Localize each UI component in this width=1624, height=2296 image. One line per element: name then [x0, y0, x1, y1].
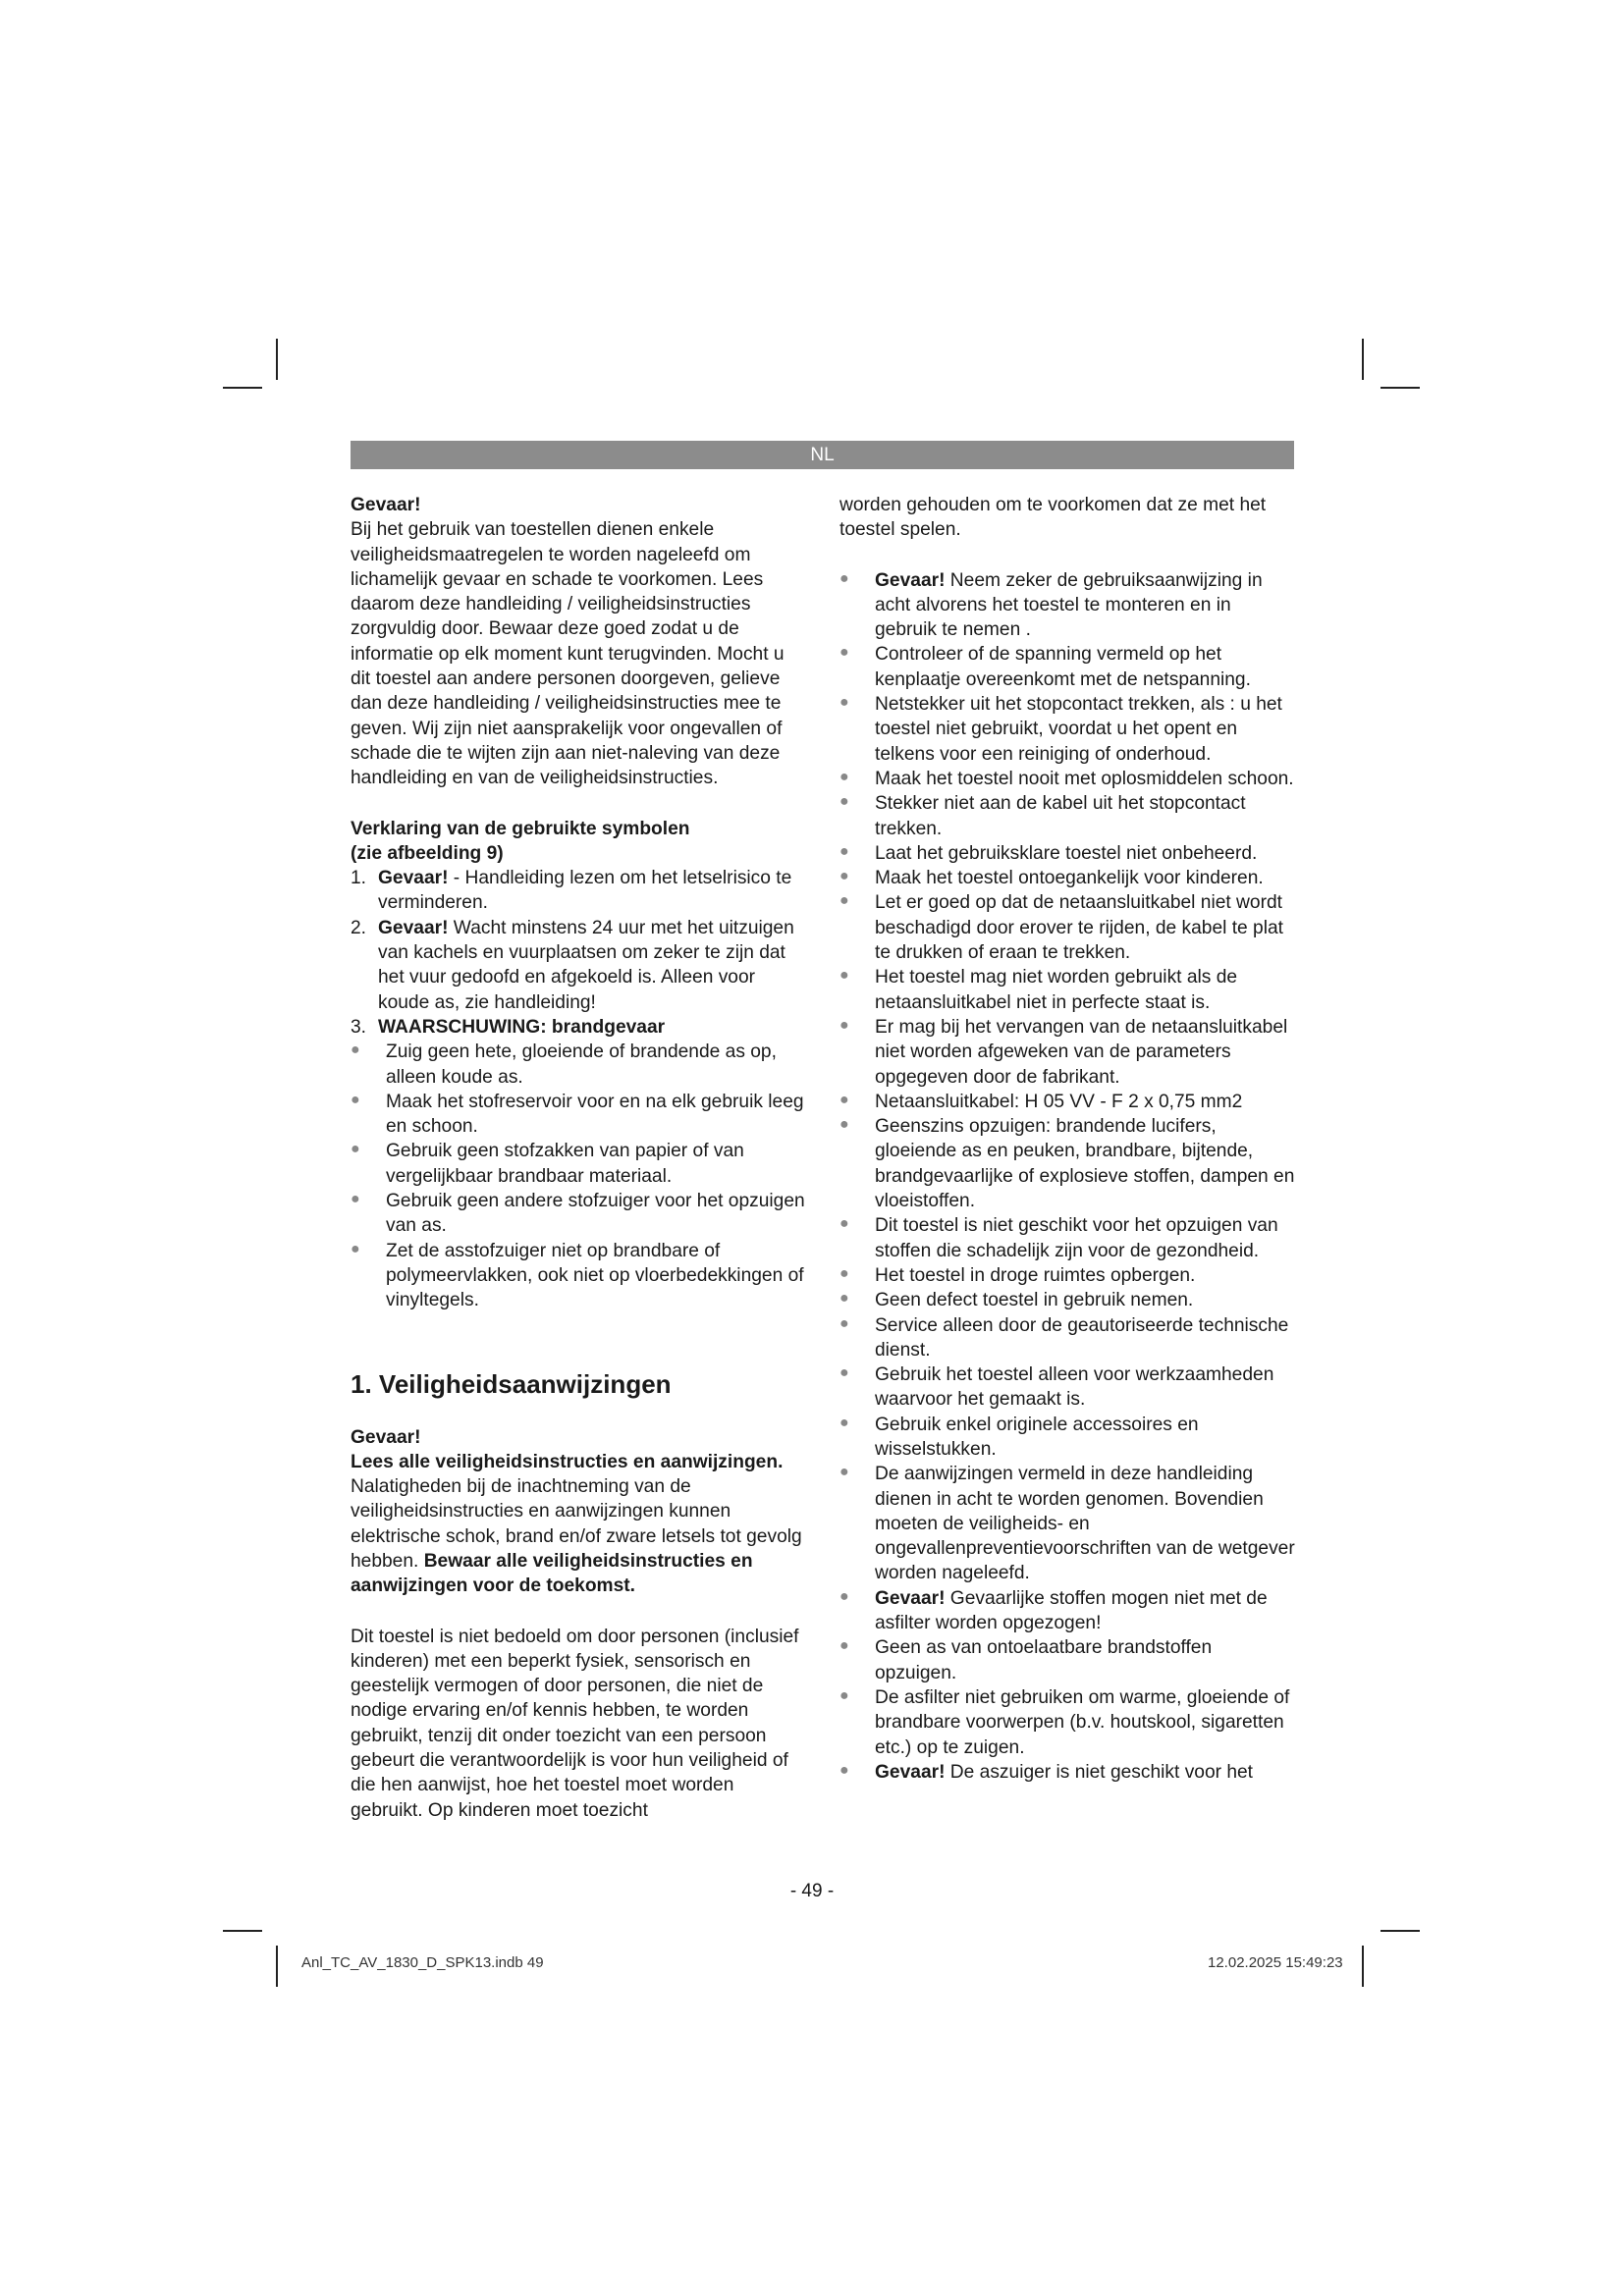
warning-text: Gebruik geen andere stofzuiger voor het opzuigen van as. [386, 1191, 805, 1237]
symbol-text [378, 1015, 807, 1040]
symbol-bold: WAARSCHUWING: brandgevaar [378, 1016, 666, 1038]
warning-item [351, 1090, 807, 1140]
symbol-desc: - Handleiding lezen om het letselrisico te verminderen. [378, 868, 792, 914]
safety-bullet-text [875, 1263, 1296, 1288]
safety-bullet-desc: Stekker niet aan de kabel uit het stopcontact trekken. [875, 793, 1246, 839]
safety-bullet-text [875, 1462, 1296, 1585]
bullet-dot-icon: ● [839, 694, 849, 712]
bullet-dot-icon: ● [839, 1116, 849, 1134]
safety-bullet-desc: Geen defect toestel in gebruik nemen. [875, 1290, 1194, 1311]
safety-bullet-text [875, 642, 1296, 692]
section-p1-bold2: Bewaar alle veiligheidsinstructies en aanwijzingen voor de toekomst. [351, 1550, 753, 1597]
symbol-item [351, 1015, 807, 1040]
safety-bullet-text [875, 1760, 1296, 1785]
safety-bullet-desc: Maak het toestel ontoegankelijk voor kinderen. [875, 868, 1264, 889]
safety-bullet-desc: Geen as van ontoelaatbare brandstoffen opzuigen. [875, 1637, 1213, 1683]
warning-text: Maak het stofreservoir voor en na elk gebruik leeg en schoon. [386, 1091, 804, 1138]
symbol-item [351, 866, 807, 916]
safety-bullet-text [875, 1090, 1296, 1114]
bullet-dot-icon: ● [351, 1141, 360, 1158]
safety-bullet-text [875, 1635, 1296, 1685]
file-slug: Anl_TC_AV_1830_D_SPK13.indb 49 [301, 1954, 544, 1971]
safety-bullet-item [839, 1635, 1296, 1685]
safety-bullet-text [875, 1313, 1296, 1363]
symbol-number: 1. [351, 868, 367, 889]
bullet-dot-icon: ● [839, 768, 849, 785]
bullet-dot-icon: ● [351, 1191, 360, 1208]
warning-item [351, 1040, 807, 1090]
safety-bullet-desc: Gevaarlijke stoffen mogen niet met de asfilter worden opgezogen! [875, 1587, 1268, 1634]
safety-bullet-desc: Service alleen door de geautoriseerde technische dienst. [875, 1314, 1289, 1361]
symbol-bold: Gevaar! [378, 868, 449, 889]
safety-bullet-item [839, 1213, 1296, 1263]
safety-bullet-desc: Let er goed op dat de netaansluitkabel niet wordt beschadigd door erover te rijden, de kabel te plat te drukken of eraan te trekken. [875, 892, 1283, 964]
symbols-list [351, 866, 807, 1040]
intro-title: Gevaar! [351, 495, 421, 515]
bullet-dot-icon: ● [351, 1240, 360, 1257]
safety-bullet-item [839, 1362, 1296, 1413]
safety-bullet-text [875, 1288, 1296, 1312]
bullet-dot-icon: ● [839, 1264, 849, 1282]
safety-bullet-desc: Het toestel in droge ruimtes opbergen. [875, 1264, 1196, 1286]
symbol-desc: Wacht minstens 24 uur met het uitzuigen van kachels en vuurplaatsen om zeker te zijn dat het vuur gedoofd en afgekoeld is. Alleen voor koude as, zie handleiding! [378, 917, 794, 1013]
safety-bullet-text [875, 890, 1296, 965]
section-paragraph-2: Dit toestel is niet bedoeld om door personen (inclusief kinderen) met een beperkt fysiek, sensorisch en geestelijk vermogen of door personen, die niet de nodige ervaring en/of kennis hebben, te worden gebruikt, tenzij dit onder toezicht van een persoon gebeurt die verantwoordelijk is voor hun veiligheid of die hen aanwijst, hoe het toestel moet worden gebruikt. Op kinderen moet toezicht [351, 1626, 799, 1821]
safety-bullet-item [839, 1090, 1296, 1114]
section-p1-text: Nalatigheden bij de inachtneming van de veiligheidsinstructies en aanwijzingen kunnen elektrische schok, brand en/of zware letsels tot gevolg hebben. [351, 1476, 802, 1572]
safety-bullet-desc: Geenszins opzuigen: brandende lucifers, gloeiende as en peuken, brandbare, bijtende, brandgevaarlijke of explosieve stoffen, dampen en vloeistoffen. [875, 1116, 1295, 1212]
safety-bullet-text [875, 1685, 1296, 1760]
section-gevaar-label: Gevaar! [351, 1426, 421, 1448]
safety-bullet-bold: Gevaar! [875, 569, 946, 591]
symbol-text [378, 916, 807, 1015]
safety-bullet-desc: Er mag bij het vervangen van de netaansluitkabel niet worden afgeweken van de parameters opgegeven door de fabrikant. [875, 1016, 1288, 1088]
crop-mark [1380, 387, 1420, 389]
safety-bullet-text [875, 965, 1296, 1015]
bullet-dot-icon: ● [839, 1464, 849, 1481]
safety-bullet-desc: Laat het gebruiksklare toestel niet onbeheerd. [875, 842, 1258, 864]
bullet-dot-icon: ● [839, 1637, 849, 1655]
safety-bullet-text [875, 866, 1296, 890]
bullet-dot-icon: ● [839, 1290, 849, 1308]
section-p1-bold: Lees alle veiligheidsinstructies en aanwijzingen. [351, 1451, 784, 1472]
section-paragraph-1 [351, 1450, 807, 1599]
safety-bullet-text [875, 767, 1296, 791]
safety-bullet-desc: Neem zeker de gebruiksaanwijzing in acht alvorens het toestel te monteren en in gebruik te nemen . [875, 569, 1263, 641]
bullet-dot-icon: ● [839, 868, 849, 885]
safety-bullet-text [875, 841, 1296, 866]
warning-text: Zet de asstofzuiger niet op brandbare of polymeervlakken, ook niet op vloerbedekkingen of vinyltegels. [386, 1240, 804, 1311]
language-header-bar: NL [351, 441, 1294, 469]
safety-bullet-text [875, 791, 1296, 841]
safety-bullet-item [839, 767, 1296, 791]
bullet-dot-icon: ● [839, 1761, 849, 1779]
safety-bullet-text [875, 1413, 1296, 1463]
warning-item [351, 1239, 807, 1313]
symbol-bold: Gevaar! [378, 917, 449, 938]
safety-bullet-bold: Gevaar! [875, 1761, 946, 1783]
safety-bullet-desc: Het toestel mag niet worden gebruikt als de netaansluitkabel niet in perfecte staat is. [875, 967, 1238, 1013]
symbols-title: Verklaring van de gebruikte symbolen [351, 818, 690, 839]
bullet-dot-icon: ● [839, 1414, 849, 1431]
safety-bullet-text [875, 1362, 1296, 1413]
safety-bullet-item [839, 1114, 1296, 1213]
crop-mark [276, 1946, 278, 1987]
warning-text: Zuig geen hete, gloeiende of brandende as op, alleen koude as. [386, 1041, 777, 1088]
safety-bullet-item [839, 965, 1296, 1015]
crop-mark [1362, 339, 1364, 380]
safety-bullet-desc: Dit toestel is niet geschikt voor het opzuigen van stoffen die schadelijk zijn voor de gezondheid. [875, 1215, 1278, 1261]
safety-bullet-item [839, 1462, 1296, 1585]
intro-paragraph: Bij het gebruik van toestellen dienen enkele veiligheidsmaatregelen te worden nageleefd om lichamelijk gevaar en schade te voorkomen. Lees daarom deze handleiding / veiligheidsinstructies zorgvuldig door. Bewaar deze goed zodat u de informatie op elk moment kunt terugvinden. Mocht u dit toestel aan andere personen doorgeven, gelieve dan deze handleiding / veiligheidsinstructies mee te geven. Wij zijn niet aansprakelijk voor ongevallen of schade die te wijten zijn aan niet-naleving van deze handleiding en van de veiligheidsinstructies. [351, 519, 785, 789]
warnings-list [351, 1040, 807, 1312]
right-column [839, 493, 1296, 1785]
safety-bullet-item [839, 692, 1296, 767]
crop-mark [1380, 1930, 1420, 1932]
safety-bullet-text [875, 1015, 1296, 1090]
safety-bullet-text [875, 1213, 1296, 1263]
bullet-dot-icon: ● [839, 644, 849, 662]
safety-bullet-text [875, 1114, 1296, 1213]
safety-bullet-desc: Netstekker uit het stopcontact trekken, als : u het toestel niet gebruikt, voordat u het opent en telkens voor een reiniging of onderhoud. [875, 694, 1282, 765]
left-column [351, 493, 807, 1823]
safety-bullet-text [875, 692, 1296, 767]
symbol-text [378, 866, 807, 916]
safety-bullet-desc: Gebruik het toestel alleen voor werkzaamheden waarvoor het gemaakt is. [875, 1364, 1274, 1411]
safety-bullet-item [839, 1313, 1296, 1363]
crop-mark [276, 339, 278, 380]
safety-bullet-item [839, 1413, 1296, 1463]
bullet-dot-icon: ● [839, 793, 849, 811]
warning-item [351, 1189, 807, 1239]
safety-bullets-list [839, 568, 1296, 1786]
symbols-subtitle: (zie afbeelding 9) [351, 842, 504, 864]
crop-mark [1362, 1946, 1364, 1987]
safety-bullet-item [839, 1263, 1296, 1288]
bullet-dot-icon: ● [839, 1364, 849, 1382]
warning-text: Gebruik geen stofzakken van papier of van vergelijkbaar brandbaar materiaal. [386, 1141, 744, 1187]
safety-bullet-desc: De aszuiger is niet geschikt voor het [945, 1761, 1254, 1783]
safety-bullet-item [839, 1760, 1296, 1785]
bullet-dot-icon: ● [839, 1215, 849, 1233]
bullet-dot-icon: ● [839, 1314, 849, 1332]
safety-bullet-item [839, 791, 1296, 841]
bullet-dot-icon: ● [839, 892, 849, 910]
safety-bullet-item [839, 1685, 1296, 1760]
bullet-dot-icon: ● [839, 1587, 849, 1605]
symbol-number: 3. [351, 1016, 367, 1038]
bullet-dot-icon: ● [839, 569, 849, 587]
bullet-dot-icon: ● [839, 1091, 849, 1108]
safety-bullet-desc: De aanwijzingen vermeld in deze handleiding dienen in acht te worden genomen. Bovendien moeten de veiligheids- en ongevallenpreventievoorschriften van de wetgever worden nageleefd. [875, 1464, 1295, 1584]
bullet-dot-icon: ● [351, 1041, 360, 1059]
safety-bullet-text [875, 1586, 1296, 1636]
section-title: 1. Veiligheidsaanwijzingen [351, 1368, 672, 1399]
warning-item [351, 1139, 807, 1189]
safety-bullet-desc: Netaansluitkabel: H 05 VV - F 2 x 0,75 mm2 [875, 1091, 1243, 1112]
bullet-dot-icon: ● [839, 1686, 849, 1704]
crop-mark [223, 1930, 262, 1932]
safety-bullet-item [839, 866, 1296, 890]
safety-bullet-bold: Gevaar! [875, 1587, 946, 1609]
safety-bullet-item [839, 1015, 1296, 1090]
page-number: - 49 - [789, 1881, 835, 1901]
symbol-item [351, 916, 807, 1015]
safety-bullet-item [839, 890, 1296, 965]
bullet-dot-icon: ● [839, 842, 849, 860]
print-datetime: 12.02.2025 15:49:23 [1208, 1954, 1343, 1971]
crop-mark [223, 387, 262, 389]
safety-bullet-text [875, 568, 1296, 643]
bullet-dot-icon: ● [839, 967, 849, 985]
safety-bullet-item [839, 1586, 1296, 1636]
safety-bullet-item [839, 568, 1296, 643]
safety-bullet-item [839, 1288, 1296, 1312]
safety-bullet-desc: De asfilter niet gebruiken om warme, gloeiende of brandbare voorwerpen (b.v. houtskool, sigaretten etc.) op te zuigen. [875, 1686, 1290, 1758]
safety-bullet-desc: Maak het toestel nooit met oplosmiddelen schoon. [875, 768, 1294, 789]
bullet-dot-icon: ● [351, 1091, 360, 1108]
continued-text: worden gehouden om te voorkomen dat ze met het toestel spelen. [839, 495, 1267, 541]
safety-bullet-item [839, 841, 1296, 866]
safety-bullet-desc: Gebruik enkel originele accessoires en wisselstukken. [875, 1414, 1199, 1460]
symbol-number: 2. [351, 917, 367, 938]
bullet-dot-icon: ● [839, 1016, 849, 1034]
safety-bullet-item [839, 642, 1296, 692]
safety-bullet-desc: Controleer of de spanning vermeld op het kenplaatje overeenkomt met de netspanning. [875, 644, 1251, 690]
